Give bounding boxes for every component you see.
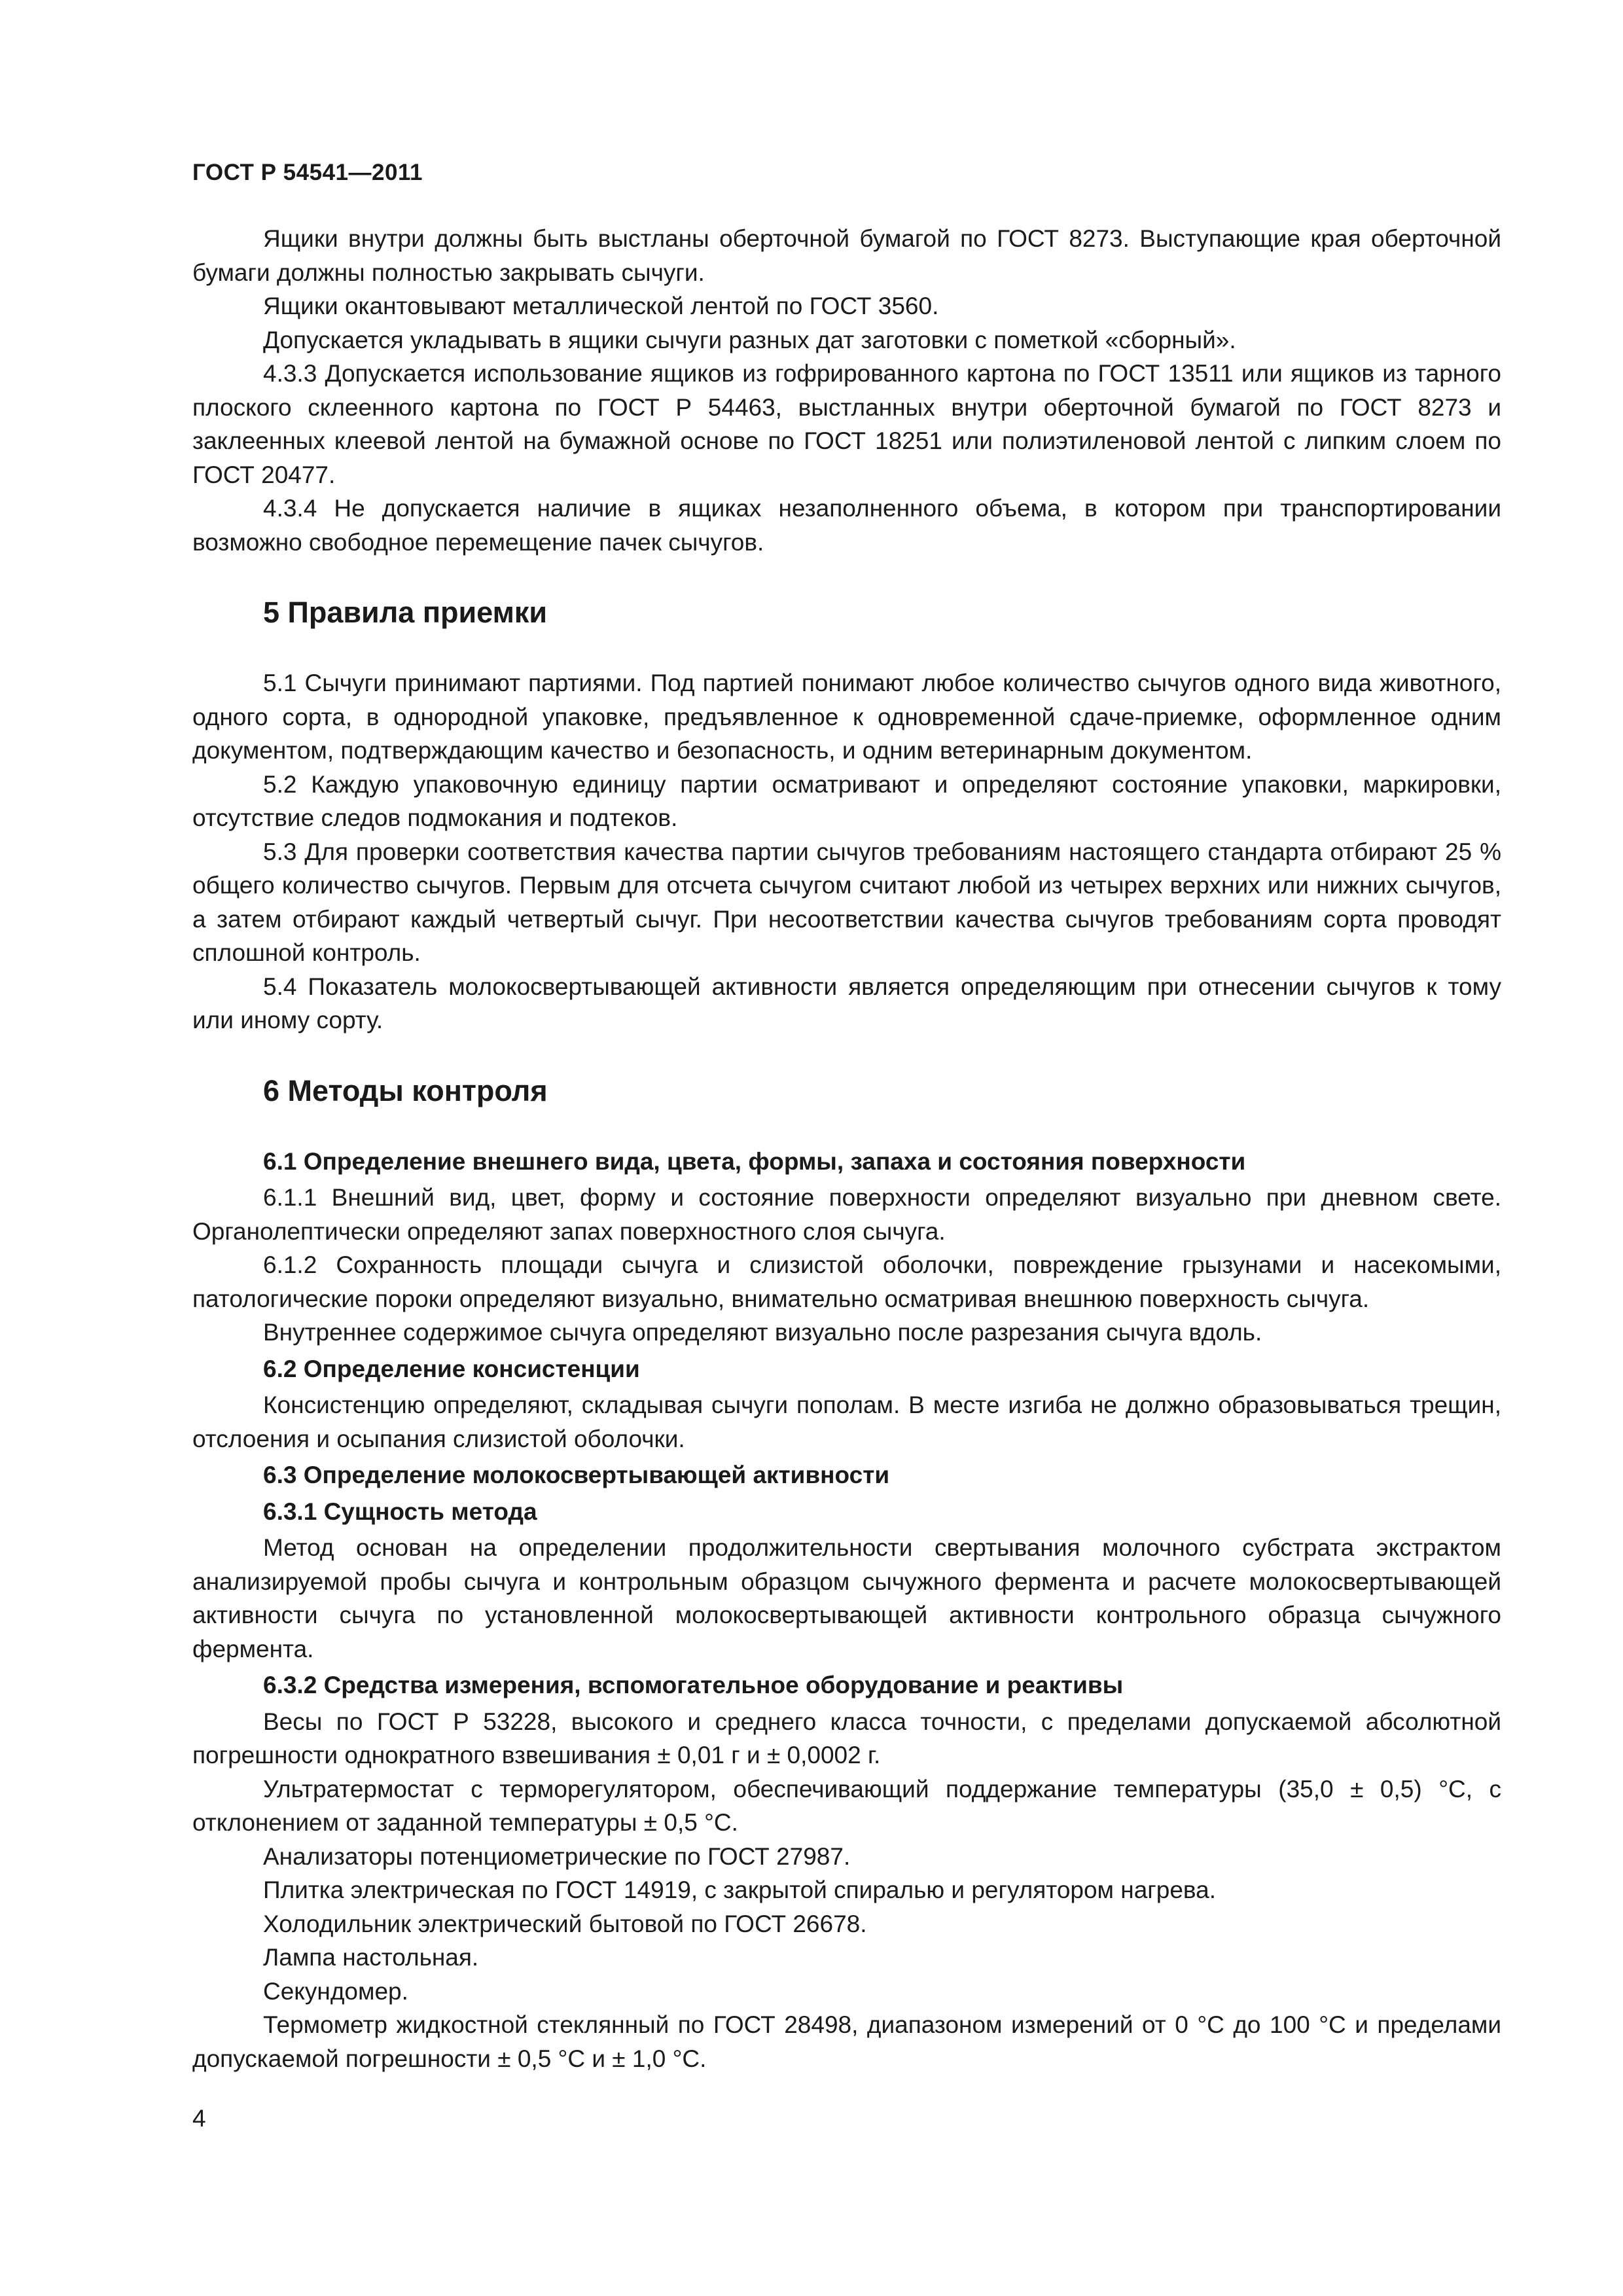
- paragraph: 5.1 Сычуги принимают партиями. Под партией понимают любое количество сычугов одного вида животного, одного сорта, в однородной упаковке, предъявленное к одновременной сдаче-приемке, оформленное одним документом, подтверждающим качество и безопасность, и одним ветеринарным документом.: [192, 670, 1501, 764]
- paragraph: Термометр жидкостной стеклянный по ГОСТ 28498, диапазоном измерений от 0 °С до 100 °С и пределами допускаемой погрешности ± 0,5 °С и ± 1,0 °С.: [192, 2011, 1501, 2072]
- paragraph: Весы по ГОСТ Р 53228, высокого и среднего класса точности, с пределами допускаемой абсолютной погрешности однократного взвешивания ± 0,01 г и ± 0,0002 г.: [192, 1708, 1501, 1768]
- subsection-heading: 6.3.2 Средства измерения, вспомогательное оборудование и реактивы: [263, 1672, 1124, 1698]
- paragraph: Допускается укладывать в ящики сычуги разных дат заготовки с пометкой «сборный».: [263, 326, 1236, 353]
- paragraph: 6.1.1 Внешний вид, цвет, форму и состояние поверхности определяют визуально при дневном свете. Органолептически определяют запах поверхностного слоя сычуга.: [192, 1184, 1501, 1245]
- document-page: [192, 160, 1501, 2221]
- paragraph: Лампа настольная.: [263, 1944, 479, 1971]
- paragraph: Метод основан на определении продолжительности свертывания молочного субстрата экстрактом анализируемой пробы сычуга и контрольным образцом сычужного фермента и расчете молокосвертывающей активности сычуга по установленной молокосвертывающей активности контрольного образца сычужного фермента.: [192, 1534, 1501, 1662]
- paragraph: 4.3.3 Допускается использование ящиков из гофрированного картона по ГОСТ 13511 или ящиков из тарного плоского склеенного картона по ГОСТ Р 54463, выстланных внутри оберточной бумагой по ГОСТ 8273 и заклеенных клеевой лентой на бумажной основе по ГОСТ 18251 или полиэтиленовой лентой с липким слоем по ГОСТ 20477.: [192, 360, 1501, 488]
- paragraph: Анализаторы потенциометрические по ГОСТ 27987.: [263, 1842, 851, 1870]
- section-heading: 6 Методы контроля: [263, 1073, 548, 1107]
- page-number: 4: [192, 2105, 206, 2132]
- section-heading: 5 Правила приемки: [263, 596, 548, 629]
- paragraph: Консистенцию определяют, складывая сычуги пополам. В месте изгиба не должно образовываться трещин, отслоения и осыпания слизистой оболочки.: [192, 1391, 1501, 1452]
- subsection-heading: 6.3 Определение молокосвертывающей активности: [263, 1462, 890, 1488]
- subsection-heading: 6.1 Определение внешнего вида, цвета, формы, запаха и состояния поверхности: [263, 1147, 1246, 1175]
- paragraph: 4.3.4 Не допускается наличие в ящиках незаполненного объема, в котором при транспортировании возможно свободное перемещение пачек сычугов.: [192, 495, 1501, 556]
- subsection-heading: 6.3.1 Сущность метода: [263, 1498, 537, 1525]
- paragraph: Холодильник электрический бытовой по ГОСТ 26678.: [263, 1910, 867, 1937]
- paragraph: Внутреннее содержимое сычуга определяют визуально после разрезания сычуга вдоль.: [263, 1319, 1262, 1346]
- paragraph: 6.1.2 Сохранность площади сычуга и слизистой оболочки, повреждение грызунами и насекомыми, патологические пороки определяют визуально, внимательно осматривая внешнюю поверхность сычуга.: [192, 1251, 1501, 1312]
- paragraph: Секундомер.: [263, 1977, 408, 2005]
- paragraph: Ящики окантовывают металлической лентой по ГОСТ 3560.: [263, 293, 939, 319]
- paragraph: 5.3 Для проверки соответствия качества партии сычугов требованиям настоящего стандарта отбирают 25 % общего количество сычугов. Первым для отсчета сычугом считают любой из четырех верхних или нижних сычугов, а затем отбирают каждый четвертый сычуг. При несоответствии качества сычугов требованиям сорта проводят сплошной контроль.: [192, 838, 1501, 966]
- paragraph: Плитка электрическая по ГОСТ 14919, с закрытой спиралью и регулятором нагрева.: [263, 1876, 1217, 1903]
- section-5-body: [192, 666, 1501, 1037]
- paragraph: 5.2 Каждую упаковочную единицу партии осматривают и определяют состояние упаковки, маркировки, отсутствие следов подмокания и подтеков.: [192, 770, 1501, 831]
- paragraph: Ультратермостат с терморегулятором, обеспечивающий поддержание температуры (35,0 ± 0,5) °С, с отклонением от заданной температуры ± 0,5 °С.: [192, 1775, 1501, 1836]
- intro-block: [192, 222, 1501, 559]
- subsection-heading: 6.2 Определение консистенции: [263, 1355, 640, 1382]
- paragraph: 5.4 Показатель молокосвертывающей активности является определяющим при отнесении сычугов к тому или иному сорту.: [192, 973, 1501, 1033]
- paragraph: Ящики внутри должны быть выстланы оберточной бумагой по ГОСТ 8273. Выступающие края оберточной бумаги должны полностью закрывать сычуги.: [192, 225, 1501, 286]
- document-header: ГОСТ Р 54541—2011: [192, 160, 423, 185]
